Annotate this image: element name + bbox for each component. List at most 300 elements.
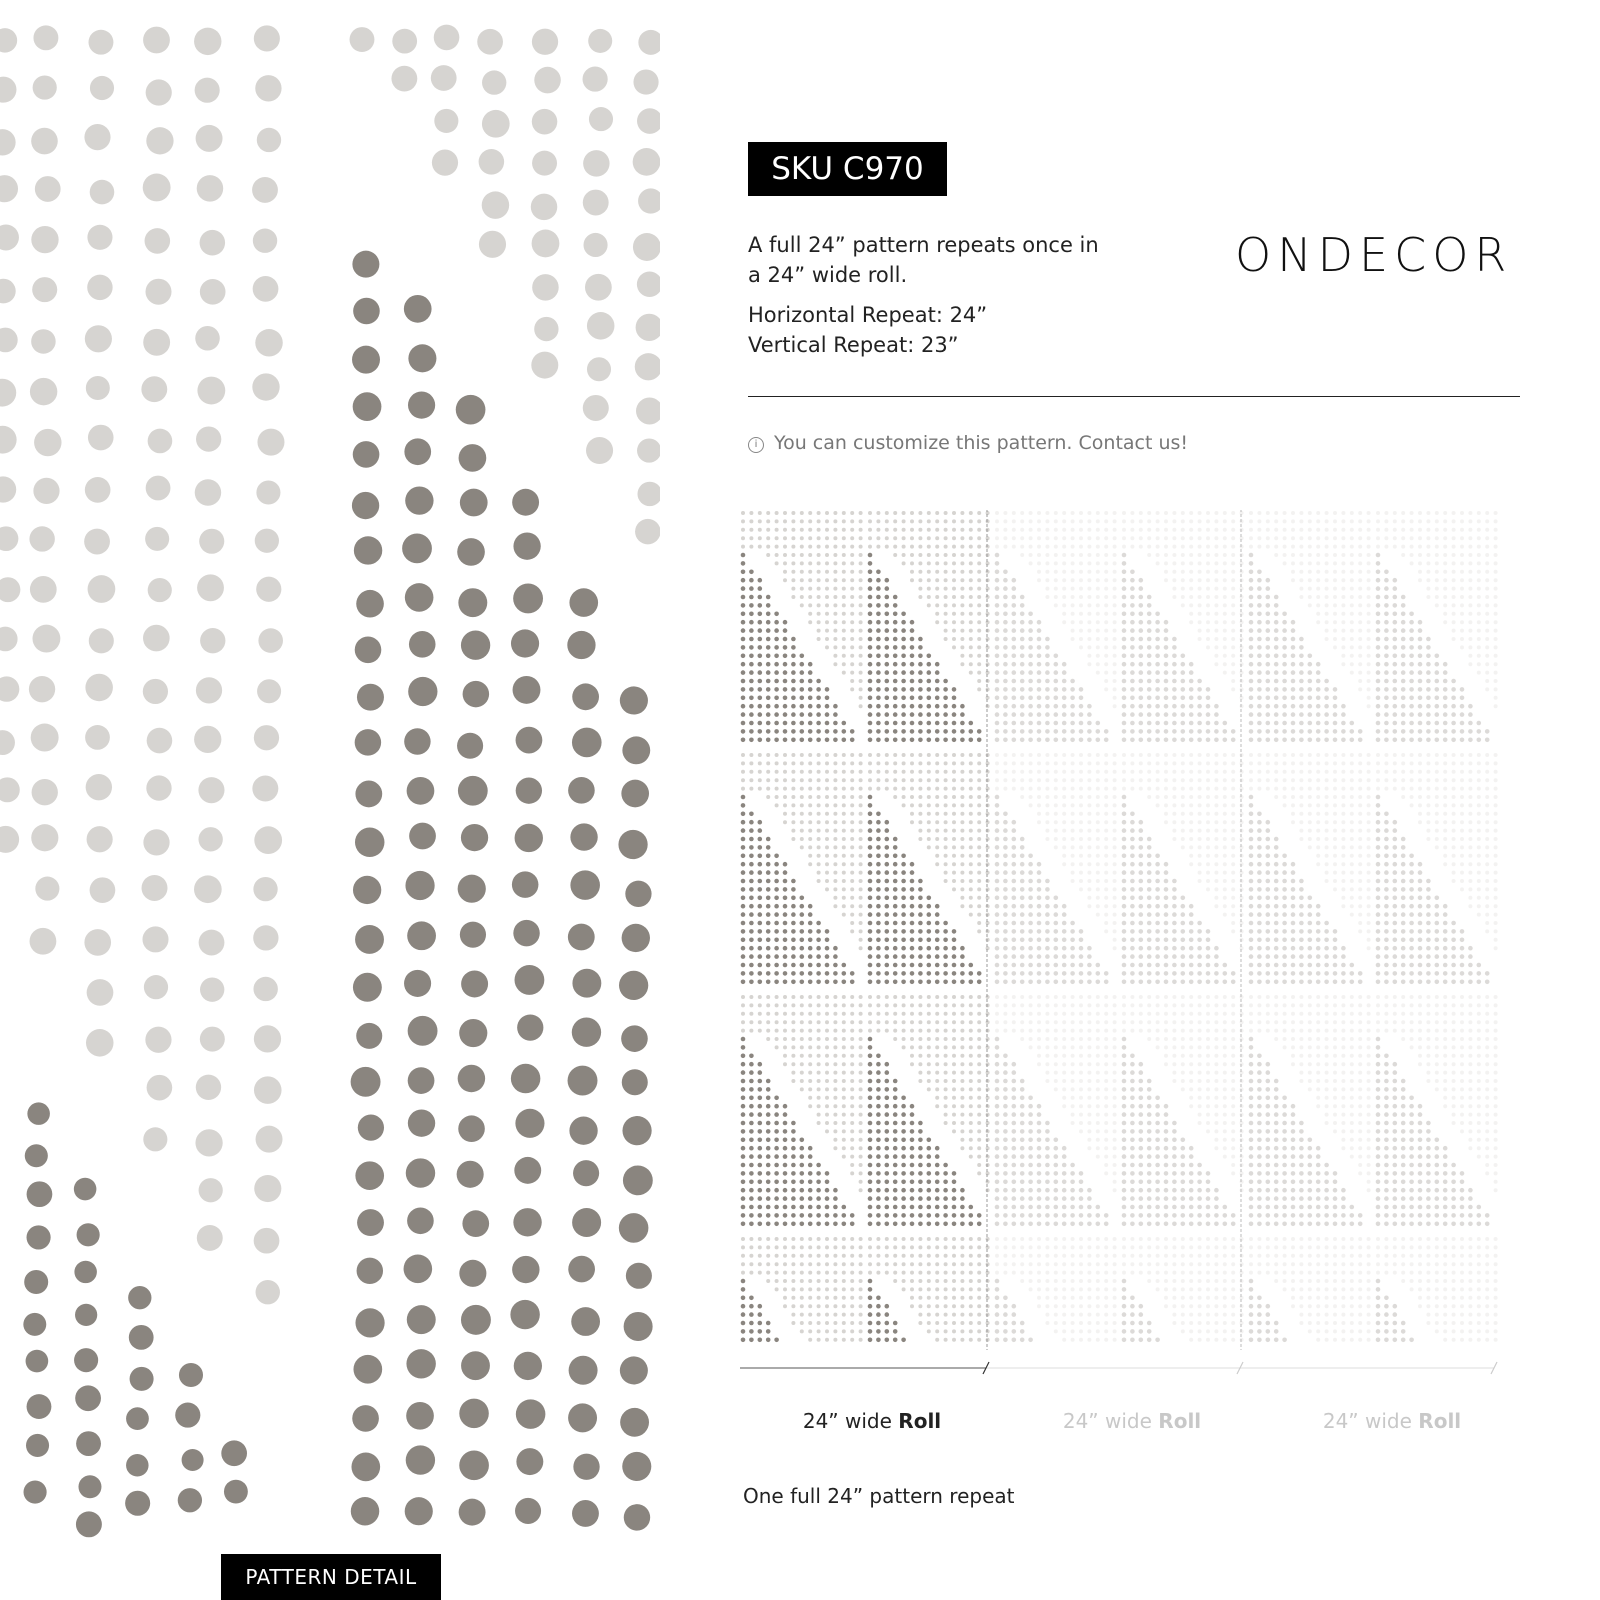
dot <box>1028 1196 1033 1201</box>
dot <box>969 662 973 666</box>
dot <box>842 904 846 908</box>
dot <box>995 1304 1000 1309</box>
dot <box>1054 778 1058 782</box>
dot <box>791 1071 795 1075</box>
dot <box>1240 511 1244 515</box>
dot <box>741 854 746 859</box>
dot <box>1164 1062 1168 1066</box>
dot <box>808 1287 812 1291</box>
dot <box>1087 954 1092 959</box>
dot <box>1062 770 1066 774</box>
dot <box>1181 812 1185 816</box>
dot <box>842 603 846 607</box>
dot <box>1037 1003 1041 1007</box>
dot <box>850 1079 854 1083</box>
dot <box>876 1012 880 1016</box>
dot <box>1113 1338 1117 1342</box>
dot <box>1054 946 1059 951</box>
dot <box>749 1138 754 1143</box>
dot <box>901 904 906 909</box>
dot <box>1045 536 1049 540</box>
dot <box>842 845 846 849</box>
dot <box>800 670 805 675</box>
dot <box>405 583 434 612</box>
dot <box>1122 828 1127 833</box>
dot <box>1029 795 1033 799</box>
dot <box>960 1129 964 1133</box>
dot <box>1122 545 1126 549</box>
dot <box>1147 1003 1151 1007</box>
dot <box>1020 645 1025 650</box>
dot <box>833 795 837 799</box>
dot <box>960 1237 964 1241</box>
dot <box>943 946 948 951</box>
dot <box>1139 820 1144 825</box>
dot <box>1020 662 1025 667</box>
dot <box>876 1129 881 1134</box>
dot <box>1113 578 1117 582</box>
dot <box>833 1222 838 1227</box>
dot <box>859 896 863 900</box>
dot <box>1113 1163 1117 1167</box>
dot <box>1240 812 1244 816</box>
dot <box>1206 687 1211 692</box>
dot <box>1223 721 1228 726</box>
dot <box>910 770 914 774</box>
dot <box>977 603 981 607</box>
dot <box>741 679 746 684</box>
dot <box>775 1045 779 1049</box>
dot <box>1012 854 1017 859</box>
dot <box>1045 1121 1050 1126</box>
dot <box>910 1163 915 1168</box>
dot <box>833 1271 837 1275</box>
dot <box>893 1112 898 1117</box>
dot <box>986 587 990 591</box>
dot <box>1147 628 1152 633</box>
dot <box>850 671 854 675</box>
dot <box>1096 963 1101 968</box>
dot <box>783 761 787 765</box>
dot <box>589 107 613 131</box>
dot <box>1130 1020 1134 1024</box>
dot <box>817 553 821 557</box>
dot <box>1223 620 1227 624</box>
dot <box>758 679 763 684</box>
dot <box>986 1321 990 1325</box>
dot <box>952 712 957 717</box>
dot <box>741 1205 746 1210</box>
dot <box>1172 803 1176 807</box>
dot <box>749 963 754 968</box>
dot <box>1206 929 1211 934</box>
dot <box>960 854 964 858</box>
dot <box>935 1338 939 1342</box>
dot <box>1071 629 1075 633</box>
dot <box>1020 545 1024 549</box>
dot <box>791 1296 795 1300</box>
dot <box>817 595 821 599</box>
dot <box>775 995 779 999</box>
dot <box>783 687 788 692</box>
dot <box>935 921 940 926</box>
dot <box>876 519 880 523</box>
dot <box>1037 1163 1042 1168</box>
dot <box>1062 1003 1066 1007</box>
dot <box>570 870 600 900</box>
dot <box>1155 879 1160 884</box>
dot <box>1087 637 1091 641</box>
dot <box>969 770 973 774</box>
dot <box>1087 1245 1091 1249</box>
dot <box>1045 511 1049 515</box>
dot <box>0 676 19 701</box>
dot <box>766 921 771 926</box>
dot <box>817 803 821 807</box>
dot <box>257 128 281 152</box>
dot <box>918 929 923 934</box>
dot <box>1045 837 1049 841</box>
dot <box>758 921 763 926</box>
dot <box>927 1313 931 1317</box>
dot <box>910 887 915 892</box>
dot <box>868 879 873 884</box>
dot <box>986 1129 990 1133</box>
dot <box>1223 971 1228 976</box>
dot <box>808 1045 812 1049</box>
dot <box>196 1075 221 1100</box>
dot <box>1172 1054 1176 1058</box>
dot <box>833 553 837 557</box>
dot <box>1045 921 1050 926</box>
dot <box>1206 795 1210 799</box>
dot <box>1181 553 1185 557</box>
dot <box>1147 929 1152 934</box>
dot <box>1147 761 1151 765</box>
dot <box>741 570 746 575</box>
dot <box>986 1138 990 1142</box>
dot <box>842 1321 846 1325</box>
dot <box>833 1205 838 1210</box>
dot <box>885 586 890 591</box>
dot <box>1181 954 1186 959</box>
dot <box>825 770 829 774</box>
dot <box>741 896 746 901</box>
dot <box>1020 1104 1025 1109</box>
dot <box>1198 871 1202 875</box>
dot <box>1062 1029 1066 1033</box>
dot <box>1003 896 1008 901</box>
dot <box>800 1245 804 1249</box>
dot <box>876 704 881 709</box>
dot <box>850 837 854 841</box>
dot <box>1206 545 1210 549</box>
dot <box>876 645 881 650</box>
dot <box>1087 1045 1091 1049</box>
dot <box>407 1207 434 1234</box>
dot <box>1181 1054 1185 1058</box>
dot <box>1079 704 1084 709</box>
dot <box>910 536 914 540</box>
dot <box>1214 637 1218 641</box>
dot <box>620 1408 649 1437</box>
dot <box>1172 536 1176 540</box>
dot <box>1003 879 1008 884</box>
dot <box>749 1171 754 1176</box>
dot <box>1181 704 1186 709</box>
dot <box>800 795 804 799</box>
dot <box>1003 753 1007 757</box>
dot <box>1087 795 1091 799</box>
dot <box>749 729 754 734</box>
dot <box>1003 1171 1008 1176</box>
dot <box>1206 879 1210 883</box>
dot <box>893 1254 897 1258</box>
dot <box>1012 946 1017 951</box>
dot <box>1029 528 1033 532</box>
dot <box>901 1138 906 1143</box>
dot <box>1231 778 1235 782</box>
dot <box>1189 929 1194 934</box>
dot <box>766 612 771 617</box>
dot <box>995 1262 999 1266</box>
dot <box>1206 1020 1210 1024</box>
dot <box>1113 1003 1117 1007</box>
dot <box>833 887 837 891</box>
dot <box>808 795 812 799</box>
dot <box>749 1079 754 1084</box>
dot <box>1104 1138 1108 1142</box>
dot <box>1020 620 1025 625</box>
dot <box>1012 1070 1017 1075</box>
dot <box>1087 1338 1091 1342</box>
dot <box>1079 1338 1083 1342</box>
dot <box>1071 1245 1075 1249</box>
dot <box>859 795 863 799</box>
dot <box>1096 1071 1100 1075</box>
dot <box>1012 862 1017 867</box>
dot <box>1113 845 1117 849</box>
dot <box>986 1121 990 1125</box>
dot <box>1113 553 1117 557</box>
dot <box>27 1102 50 1125</box>
dot <box>825 603 829 607</box>
dot <box>825 954 830 959</box>
dot <box>1122 679 1127 684</box>
dot <box>1054 995 1058 999</box>
dot <box>1223 820 1227 824</box>
dot <box>353 876 381 904</box>
dot <box>1062 954 1067 959</box>
dot <box>1062 721 1067 726</box>
dot <box>1198 612 1202 616</box>
dot <box>800 1146 805 1151</box>
dot <box>758 938 763 943</box>
dot <box>910 645 915 650</box>
dot <box>1045 1313 1049 1317</box>
dot <box>1214 871 1218 875</box>
dot <box>1096 896 1100 900</box>
dot <box>774 954 779 959</box>
dot <box>859 612 863 616</box>
dot <box>868 912 873 917</box>
dot <box>1087 578 1091 582</box>
dot <box>775 545 779 549</box>
dot <box>774 738 779 743</box>
dot <box>1122 954 1127 959</box>
dot <box>758 1262 762 1266</box>
dot <box>749 528 753 532</box>
dot <box>1012 904 1017 909</box>
dot <box>1087 1188 1092 1193</box>
dot <box>1079 837 1083 841</box>
dot <box>1130 670 1135 675</box>
dot <box>817 837 821 841</box>
dot <box>893 1222 898 1227</box>
dot <box>758 586 763 591</box>
dot <box>1104 980 1109 985</box>
dot <box>1087 587 1091 591</box>
dot <box>1020 1146 1025 1151</box>
dot <box>952 787 956 791</box>
dot <box>1079 1304 1083 1308</box>
dot <box>952 1213 957 1218</box>
dot <box>901 1163 906 1168</box>
dot <box>90 76 114 100</box>
dot <box>1172 721 1177 726</box>
dot <box>1130 879 1135 884</box>
dot <box>1087 1079 1091 1083</box>
dot <box>1087 536 1091 540</box>
dot <box>825 570 829 574</box>
dot <box>817 1029 821 1033</box>
dot <box>842 1245 846 1249</box>
dot <box>876 1254 880 1258</box>
dot <box>758 912 763 917</box>
dot <box>619 971 648 1000</box>
dot <box>1054 829 1058 833</box>
dot <box>995 1020 999 1024</box>
dot <box>1037 938 1042 943</box>
dot <box>1223 1020 1227 1024</box>
dot <box>800 1045 804 1049</box>
dot <box>1037 1205 1042 1210</box>
dot <box>995 519 999 523</box>
dot <box>969 1146 973 1150</box>
dot <box>1037 1180 1042 1185</box>
dot <box>986 820 990 824</box>
dot <box>800 770 804 774</box>
dot <box>741 1245 745 1249</box>
dot <box>1155 980 1160 985</box>
dot <box>86 376 110 400</box>
dot <box>741 870 746 875</box>
dot <box>918 687 923 692</box>
dot <box>935 1163 940 1168</box>
dot <box>404 970 431 997</box>
dot <box>1130 980 1135 985</box>
dot <box>1003 704 1008 709</box>
dot <box>960 595 964 599</box>
dot <box>927 738 932 743</box>
dot <box>1020 1037 1024 1041</box>
dot <box>876 896 881 901</box>
dot <box>1155 963 1160 968</box>
dot <box>952 595 956 599</box>
dot <box>1062 1171 1067 1176</box>
dot <box>935 837 939 841</box>
dot <box>741 1062 746 1067</box>
dot <box>783 645 788 650</box>
dot <box>1020 946 1025 951</box>
dot <box>825 995 829 999</box>
dot <box>901 637 906 642</box>
dot <box>1028 912 1033 917</box>
dot <box>927 687 932 692</box>
dot <box>1096 913 1100 917</box>
dot <box>1045 1129 1050 1134</box>
dot <box>741 1129 746 1134</box>
dot <box>808 578 812 582</box>
dot <box>1062 829 1066 833</box>
dot <box>833 729 838 734</box>
dot <box>935 946 940 951</box>
dot <box>1054 696 1059 701</box>
dot <box>952 761 956 765</box>
dot <box>817 761 821 765</box>
dot <box>842 980 847 985</box>
dot <box>758 980 763 985</box>
dot <box>1054 1146 1059 1151</box>
dot <box>842 1121 846 1125</box>
dot <box>876 528 880 532</box>
dot <box>1071 1003 1075 1007</box>
dot <box>1240 921 1244 925</box>
dot <box>995 1087 1000 1092</box>
dot <box>1147 637 1152 642</box>
dot <box>960 971 965 976</box>
dot <box>636 398 660 425</box>
dot <box>1130 738 1135 743</box>
dot <box>808 1296 812 1300</box>
dot <box>1062 1012 1066 1016</box>
dot <box>986 770 990 774</box>
dot <box>749 887 754 892</box>
dot <box>927 1329 931 1333</box>
dot <box>977 629 981 633</box>
dot <box>1062 1163 1067 1168</box>
dot <box>791 645 796 650</box>
dot <box>1181 778 1185 782</box>
dot <box>800 1321 804 1325</box>
dot <box>1231 671 1235 675</box>
dot <box>808 712 813 717</box>
dot <box>1028 704 1033 709</box>
customize-note[interactable] <box>748 432 1188 454</box>
dot <box>1231 729 1236 734</box>
dot <box>859 1138 863 1142</box>
dot <box>741 1138 746 1143</box>
dot <box>876 1329 881 1334</box>
dot <box>960 812 964 816</box>
dot <box>842 837 846 841</box>
dot <box>1020 1205 1025 1210</box>
dot <box>1079 1245 1083 1249</box>
dot <box>143 679 168 704</box>
dot <box>833 1313 837 1317</box>
dot <box>1155 729 1160 734</box>
dot <box>741 887 746 892</box>
